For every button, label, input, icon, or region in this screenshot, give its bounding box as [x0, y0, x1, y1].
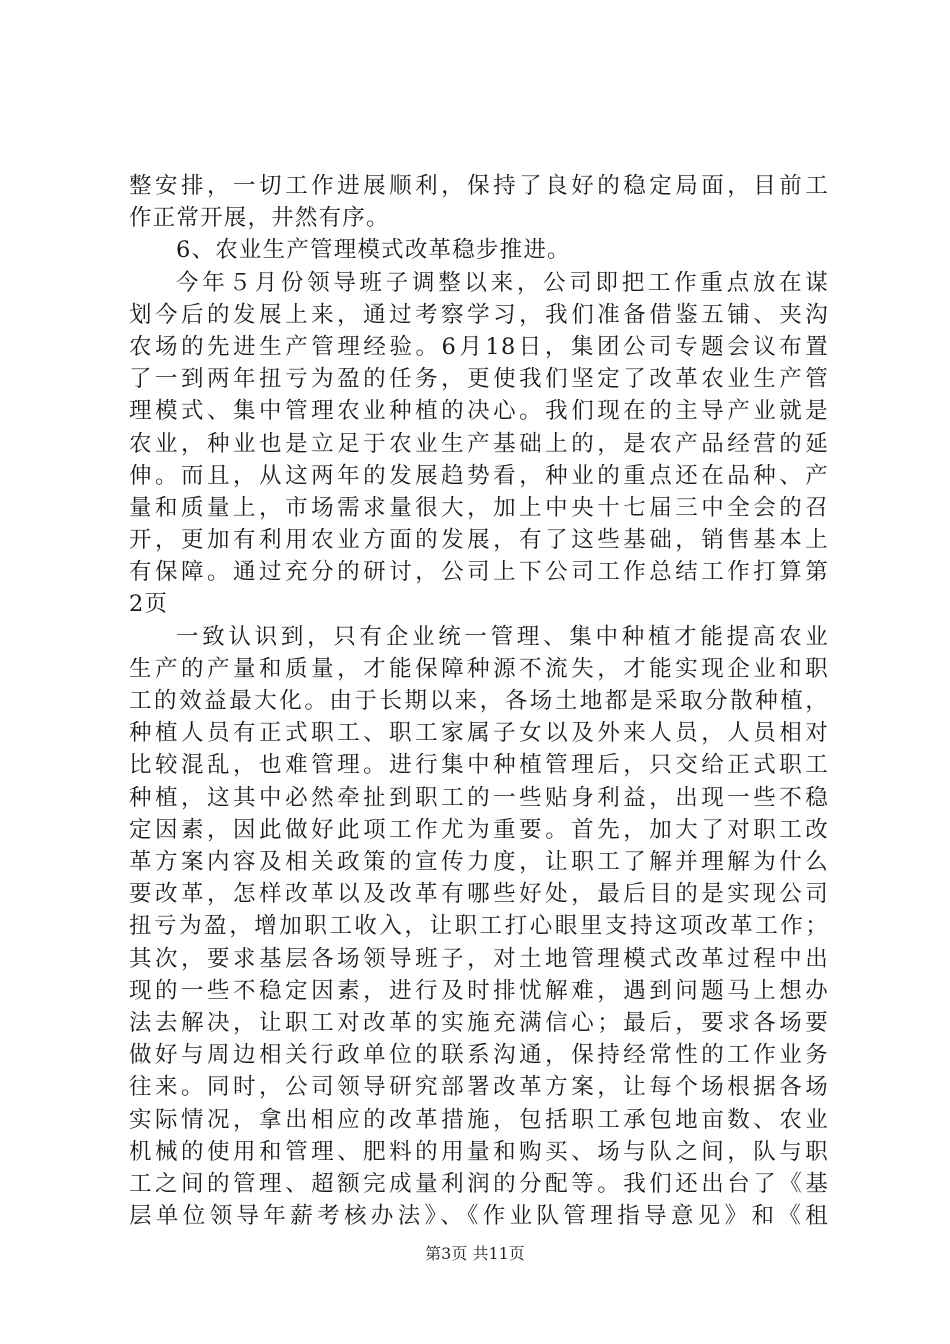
text-line: 现的一些不稳定因素，进行及时排忧解难，遇到问题马上想办: [129, 978, 829, 1004]
text-line: 伸。而且，从这两年的发展趋势看，种业的重点还在品种、产: [129, 463, 829, 489]
text-line: 整安排，一切工作进展顺利，保持了良好的稳定局面，目前工: [129, 173, 829, 199]
text-line: 有保障。通过充分的研讨，公司上下公司工作总结工作打算第: [129, 559, 829, 585]
text-line: 农业，种业也是立足于农业生产基础上的，是农产品经营的延: [129, 431, 829, 457]
text-line: 往来。同时，公司领导研究部署改革方案，让每个场根据各场: [129, 1074, 829, 1100]
text-line: 理模式、集中管理农业种植的决心。我们现在的主导产业就是: [129, 398, 829, 424]
page-number-label: 第3页 共11页: [425, 1244, 525, 1263]
text-line: 作正常开展，井然有序。: [129, 205, 390, 231]
text-line: 工之间的管理、超额完成量利润的分配等。我们还出台了《基: [129, 1171, 829, 1197]
text-line: 比较混乱，也难管理。进行集中种植管理后，只交给正式职工: [129, 752, 829, 778]
text-line: 层单位领导年薪考核办法》、《作业队管理指导意见》和《租: [129, 1203, 829, 1229]
text-line: 2页: [129, 591, 169, 617]
text-line: 扭亏为盈，增加职工收入，让职工打心眼里支持这项改革工作；: [129, 913, 829, 939]
text-line: 工的效益最大化。由于长期以来，各场土地都是采取分散种植，: [129, 688, 829, 714]
text-line: 量和质量上，市场需求量很大，加上中央十七届三中全会的召: [129, 495, 829, 521]
text-line: 法去解决，让职工对改革的实施充满信心；最后，要求各场要: [129, 1010, 829, 1036]
section-heading: 6、农业生产管理模式改革稳步推进。: [176, 237, 571, 263]
text-line: 划今后的发展上来，通过考察学习，我们准备借鉴五铺、夹沟: [129, 302, 829, 328]
text-line: 开，更加有利用农业方面的发展，有了这些基础，销售基本上: [129, 527, 829, 553]
text-line: 定因素，因此做好此项工作尤为重要。首先，加大了对职工改: [129, 817, 829, 843]
page-footer: [0, 1243, 950, 1265]
text-line: 要改革，怎样改革以及改革有哪些好处，最后目的是实现公司: [129, 881, 829, 907]
text-line: 农场的先进生产管理经验。6月18日，集团公司专题会议布置: [129, 334, 829, 360]
text-line: 今年５月份领导班子调整以来，公司即把工作重点放在谋: [176, 270, 829, 296]
text-line: 机械的使用和管理、肥料的用量和购买、场与队之间，队与职: [129, 1139, 829, 1165]
text-line: 种植，这其中必然牵扯到职工的一些贴身利益，出现一些不稳: [129, 785, 829, 811]
text-line: 实际情况，拿出相应的改革措施，包括职工承包地亩数、农业: [129, 1107, 829, 1133]
text-line: 了一到两年扭亏为盈的任务，更使我们坚定了改革农业生产管: [129, 366, 829, 392]
text-line: 做好与周边相关行政单位的联系沟通，保持经常性的工作业务: [129, 1042, 829, 1068]
text-line: 生产的产量和质量，才能保障种源不流失，才能实现企业和职: [129, 656, 829, 682]
text-line: 其次，要求基层各场领导班子，对土地管理模式改革过程中出: [129, 946, 829, 972]
text-line: 革方案内容及相关政策的宣传力度，让职工了解并理解为什么: [129, 849, 829, 875]
text-line: 种植人员有正式职工、职工家属子女以及外来人员，人员相对: [129, 720, 829, 746]
text-line: 一致认识到，只有企业统一管理、集中种植才能提高农业: [176, 624, 829, 650]
